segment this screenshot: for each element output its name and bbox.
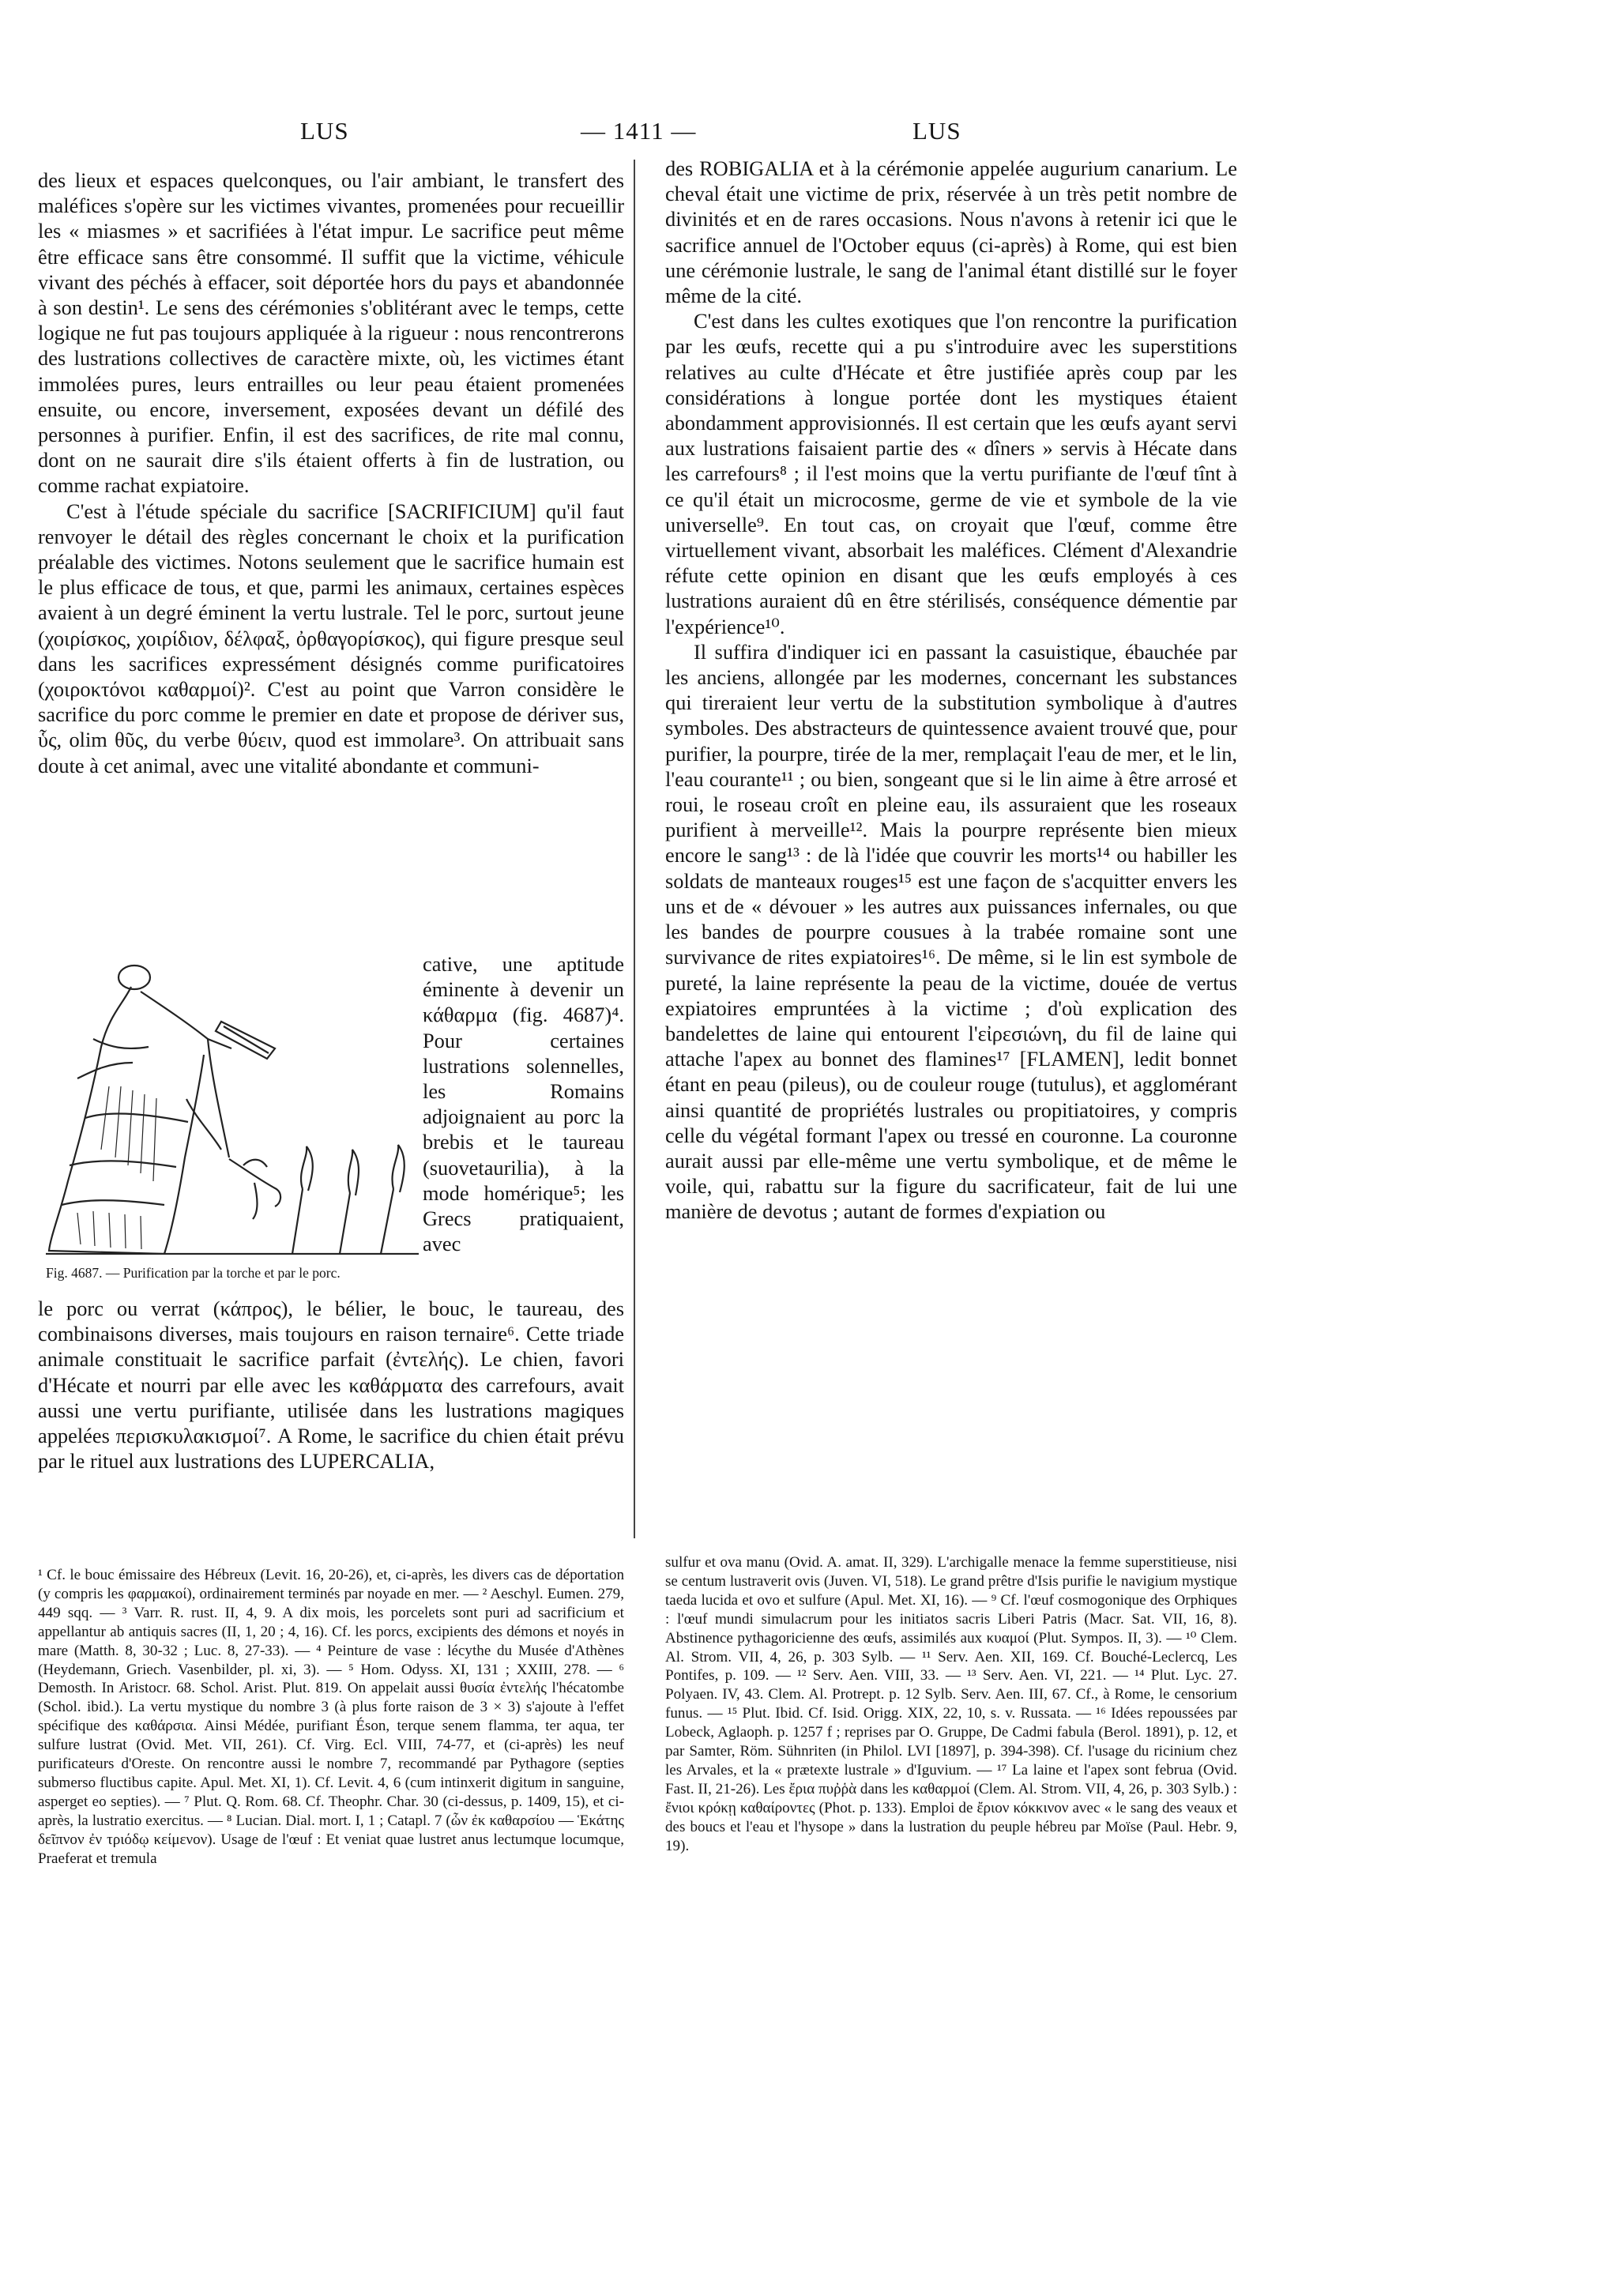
left-column-continuation [38,1296,624,1474]
column-divider [634,160,635,1538]
running-head-left: LUS [300,117,349,145]
paragraph: C'est dans les cultes exotiques que l'on rencontre la purification par les œufs, recette qui a pu s'introduire avec les superstitions relatives au culte d'Hécate et être justifiée après coup par les considérations à longue portée dont les mystiques étaient abondamment approvisionnés. Il est certain que les œufs ayant servi aux lustrations faisaient partie des « dîners » servis à Hécate dans les carrefours⁸ ; il l'est moins que la vertu purifiante de l'œuf tînt à ce qu'il était un microcosme, germe de vie et symbole de la vie universelle⁹. En tout cas, on croyait que l'œuf, comme être virtuellement vivant, absorbait les maléfices. Clément d'Alexandrie réfute cette opinion en disant que les œufs employés à ces lustrations auraient dû en être stérilisés, conséquence démentie par l'expérience¹⁰. [665,309,1237,638]
footnotes-right [665,1553,1237,1856]
running-head-right: LUS [912,117,961,145]
paragraph: le porc ou verrat (κάπρος), le bélier, le bouc, le taureau, des combinaisons diverses, mais toujours en raison ternaire⁶. Cette triade animale constituait le sacrifice parfait (ἐντελής). Le chien, favori d'Hécate et nourri par elle avec les καθάρματα des carrefours, avait aussi une vertu purifiante, utilisée dans les lustrations magiques appelées περισκυλακισμοί⁷. A Rome, le sacrifice du chien était prévu par le rituel aux lustrations des LUPERCALIA, [38,1297,624,1474]
page-number: — 1411 — [581,117,697,145]
footnote-block: ¹ Cf. le bouc émissaire des Hébreux (Levit. 16, 20-26), et, ci-après, les divers cas de déportation (y compris les φαρμακοί), ordinairement terminés par noyade en mer. — ² Aeschyl. Eumen. 279, 449 sqq. — ³ Varr. R. rust. II, 4, 9. A dix mois, les porcelets sont puri ad sacrificium et appellantur ab antiquis sacres (II, 1, 20 ; 4, 16). Cf. les porcs, excipients des démons et noyés in mare (Matth. 8, 30-32 ; Luc. 8, 27-33). — ⁴ Peinture de vase : lécythe du Musée d'Athènes (Heydemann, Griech. Vasenbilder, pl. xi, 3). — ⁵ Hom. Odyss. XI, 131 ; XXIII, 278. — ⁶ Demosth. In Aristocr. 68. Schol. Arist. Plut. 819. On appelait aussi θυσία ἐντελής l'hécatombe (Schol. ibid.). La vertu mystique du nombre 3 (à plus forte raison de 3 × 3) s'ajoute à l'effet spécifique des καθάρσια. Ainsi Médée, purifiant Éson, terque senem flamma, ter aqua, ter sulfure lustrat (Ovid. Met. VII, 261). Cf. Virg. Ecl. VIII, 74-77, et (ci-après) les neuf purificateurs d'Oreste. On rencontre aussi le nombre 7, recommandé par Pythagore (septies submerso fluctibus capite. Apul. Met. XI, 1). Cf. Levit. 4, 6 (cum intinxerit digitum in sanguine, asperget eo septies). — ⁷ Plut. Q. Rom. 68. Cf. Theophr. Char. 30 (ci-dessus, p. 1409, 15), et ci-après, la lustratio exercitus. — ⁸ Lucian. Dial. mort. I, 1 ; Catapl. 7 (ὧν ἐκ καθαρσίου — Ἑκάτης δεῖπνον ἐν τριόδῳ κείμενον). Usage de l'œuf : Et veniat quae lustret anus lectumque locumque, Praeferat et tremula [38,1567,624,1867]
footnote-block: sulfur et ova manu (Ovid. A. amat. II, 329). L'archigalle menace la femme superstitieuse, nisi se centum lustraverit ovis (Juven. VI, 518). Le grand prêtre d'Isis purifie le navigium mystique taeda lucida et ovo et sulfure (Apul. Met. XI, 16). — ⁹ Cf. l'œuf cosmogonique des Orphiques : l'œuf mundi simulacrum pour les initiatos sacris Liberi Patris (Macr. Sat. VII, 16, 8). Abstinence pythagoricienne des œufs, assimilés aux κυαμοί (Plut. Sympos. II, 3). — ¹⁰ Clem. Al. Strom. VII, 4, 26, p. 303 Sylb. — ¹¹ Serv. Aen. XII, 169. Cf. Bouché-Leclercq, Les Pontifes, p. 109. — ¹² Serv. Aen. VIII, 33. — ¹³ Serv. Aen. VI, 221. — ¹⁴ Plut. Lyc. 27. Polyaen. IV, 43. Clem. Al. Protrept. p. 12 Sylb. Serv. Aen. III, 67. Cf., à Rome, le censorium funus. — ¹⁵ Plut. Ibid. Cf. Isid. Origg. XIX, 22, 10, s. v. Russata. — ¹⁶ Idées repoussées par Lobeck, Aglaoph. p. 1257 f ; reprises par O. Gruppe, De Cadmi fabula (Berol. 1891), p. 12, et par Samter, Röm. Sühnriten (in Philol. LVI [1897], p. 394-398). Cf. l'usage du ricinium chez les Arvales, et la « prætexte lustrale » d'Iguvium. — ¹⁷ La laine et l'apex sont februa (Ovid. Fast. II, 21-26). Les ἔρια πυῤῥὰ dans les καθαρμοί (Clem. Al. Strom. VII, 4, 26, p. 303 Sylb.) : ἔνιοι κρόκῃ καθαίροντες (Phot. p. 133). Emploi de ἔριον κόκκινον avec « le sang des veaux et des boucs et l'eau et l'hysope » dans la lustration du peuple hébreu par Moïse (Paul. Hebr. 9, 19). [665,1554,1237,1854]
figure-caption: Fig. 4687. — Purification par la torche et par le porc. [46,1265,341,1281]
paragraph: Il suffira d'indiquer ici en passant la casuistique, ébauchée par les anciens, allongée par les modernes, concernant les substances qui tireraient leur vertu de la substitution symbolique à d'autres symboles. Des abstracteurs de quintessence avaient trouvé que, pour purifier, la pourpre, tirée de la mer, remplaçait l'eau de mer, et le lin, l'eau courante¹¹ ; ou bien, songeant que si le lin aime à être arrosé et roui, le roseau croît en pleine eau, ils assuraient que les roseaux purifient à merveille¹². Mais la pourpre représente bien mieux encore le sang¹³ : de là l'idée que couvrir les morts¹⁴ ou habiller les soldats de manteaux rouges¹⁵ est une façon de s'acquitter envers les uns et de « dévouer » les autres aux puissances infernales, ou que les bandes de pourpre cousues à la trabée romaine sont une survivance de rites expiatoires¹⁶. De même, si le lin est symbole de pureté, la laine représente la peau de la victime, douée de vertus expiatoires empruntées à la victime ; d'où explication des bandelettes de laine qui entourent l'εἰρεσιώνη, du fil de laine qui attache l'apex au bonnet des flamines¹⁷ [FLAMEN], ledit bonnet étant en peau (pileus), ou de couleur rouge (tutulus), et agglomérant ainsi quantité de propriétés lustrales ou propitiatoires, y compris celle du végétal formant l'apex ou tressé en couronne. La couronne aurait aussi par elle-même une vertu symbolique, et de même le voile, qui, rabattu sur la figure du sacrificateur, fait de lui une manière de devotus ; autant de formes d'expiation ou [665,639,1237,1224]
text-beside-figure: cative, une aptitude éminente à devenir un κάθαρμα (fig. 4687)⁴. Pour certaines lustrations solennelles, les Romains adjoignaient au porc la brebis et le taureau (suovetaurilia), à la mode homérique⁵; les Grecs pratiquaient, avec [423,952,624,1256]
right-column-text [665,156,1237,1225]
woman-with-torches-and-pig-drawing-icon [46,960,419,1255]
left-column-text [38,167,624,778]
paragraph: des ROBIGALIA et à la cérémonie appelée augurium canarium. Le cheval était une victime de prix, réservée à un très petit nombre de divinités et en de rares occasions. Nous n'avons à retenir ici que le sacrifice annuel de l'October equus (ci-après) à Rome, qui est bien une cérémonie lustrale, le sang de l'animal étant distillé sur le foyer même de la cité. [665,156,1237,308]
paragraph: des lieux et espaces quelconques, ou l'air ambiant, le transfert des maléfices s'opère sur les victimes vivantes, promenées pour recueillir les « miasmes » et sacrifiées à l'état impur. Le sacrifice peut même être efficace sans être consommé. Il suffit que la victime, véhicule vivant des péchés à effacer, soit déportée hors du pays et abandonnée à son destin¹. Le sens des cérémonies s'oblitérant avec le temps, cette logique ne fut pas toujours appliquée à la rigueur : nous rencontrerons des lustrations collectives de caractère mixte, où, les victimes étant immolées pures, leurs entrailles ou leur peau étaient promenées ensuite, ou encore, inversement, exposées devant un défilé des personnes à purifier. Enfin, il est des sacrifices, de rite mal connu, dont on ne saurait dire s'ils étaient offerts à fin de lustration, ou comme rachat expiatoire. [38,168,624,498]
paragraph: C'est à l'étude spéciale du sacrifice [SACRIFICIUM] qu'il faut renvoyer le détail des règles concernant le choix et la purification préalable des victimes. Notons seulement que le sacrifice humain est le plus efficace de tous, et que, parmi les animaux, certaines espèces avaient à un degré éminent la vertu lustrale. Tel le porc, surtout jeune (χοιρίσκος, χοιρίδιον, δέλφαξ, ὀρθαγορίσκος), qui figure presque seul dans les sacrifices expressément désignés comme purificatoires (χοιροκτόνοι καθαρμοί)². C'est au point que Varron considère le sacrifice du porc comme le premier en date et propose de dériver sus, ὗς, olim θῦς, du verbe θύειν, quod est immolare³. On attribuait sans doute à cet animal, avec une vitalité abondante et communi- [38,499,624,777]
footnotes-left [38,1566,624,1869]
